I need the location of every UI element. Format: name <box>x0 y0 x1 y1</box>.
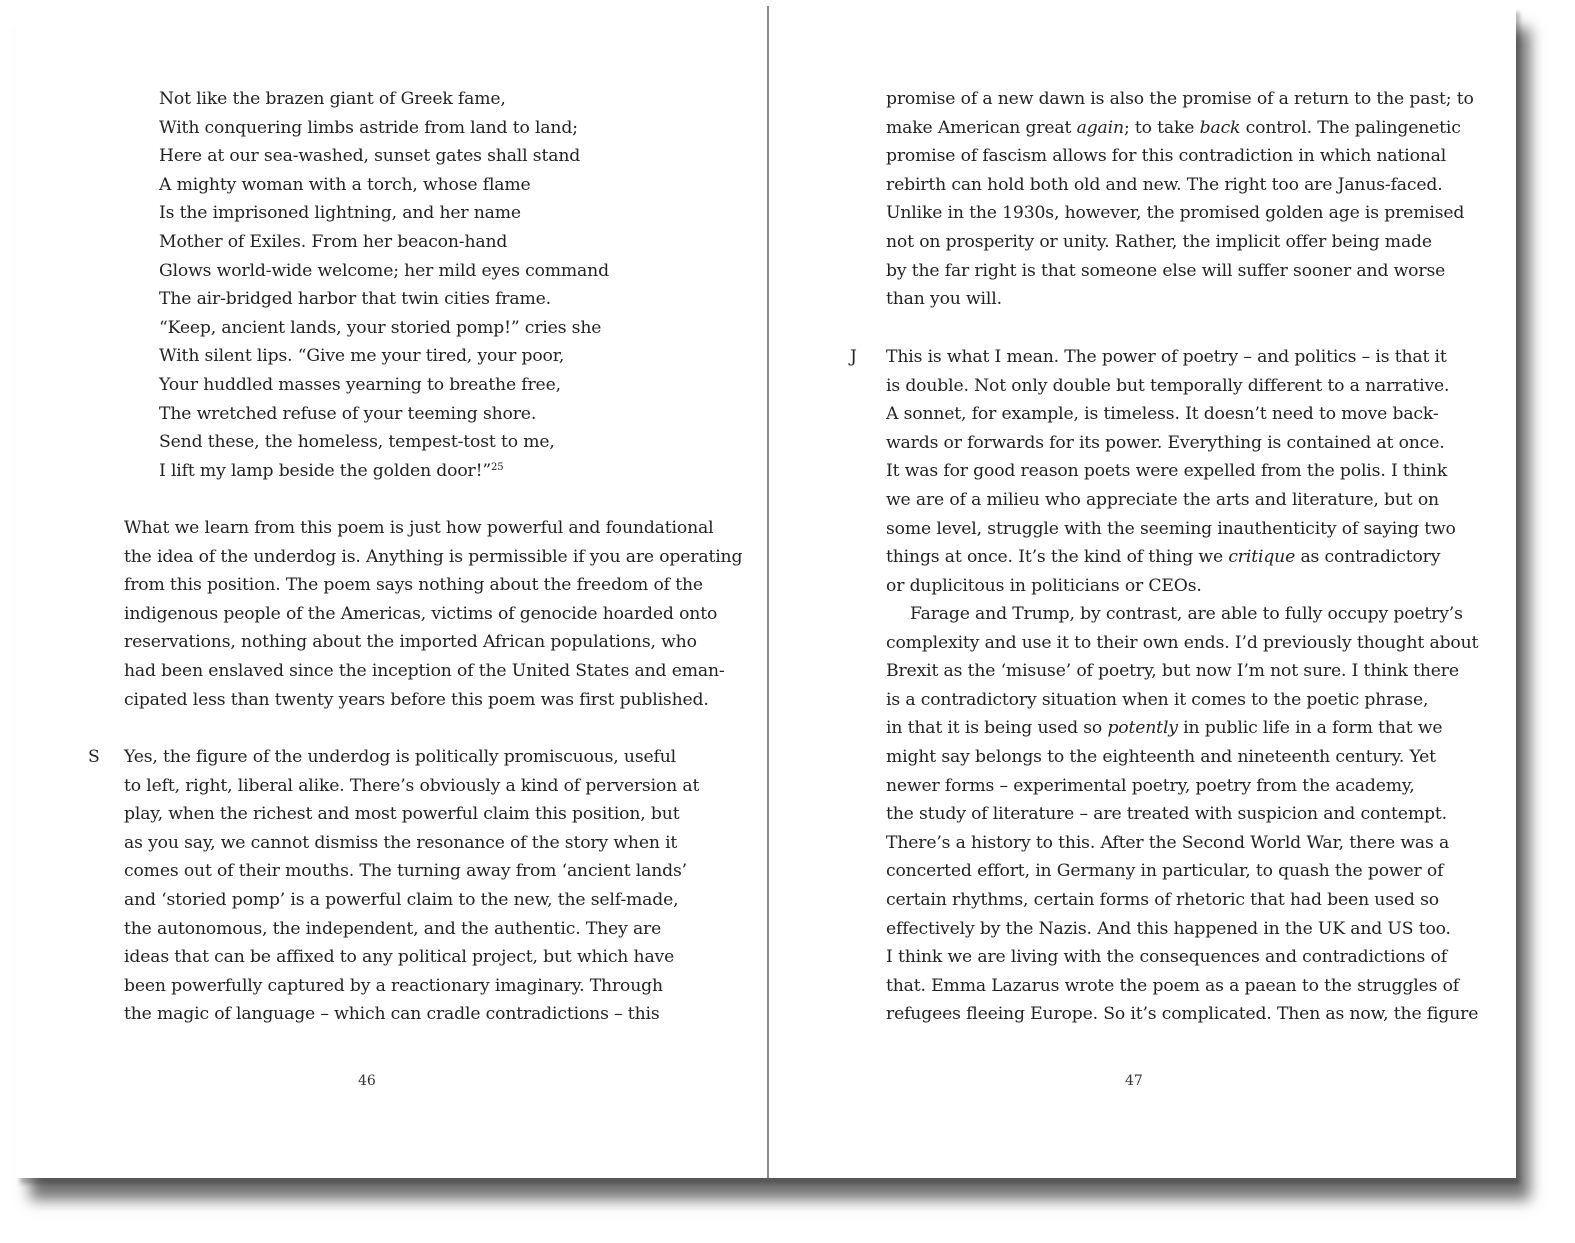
text-line: promise of a new dawn is also the promise of a return to the past; to <box>886 89 1474 109</box>
speaker-initial-s: S <box>88 747 100 767</box>
text-line: effectively by the Nazis. And this happened in the UK and US too. <box>886 918 1451 939</box>
poem-line: Not like the brazen giant of Greek fame, <box>159 89 506 109</box>
text-line: the magic of language – which can cradle contradictions – this <box>124 1004 660 1025</box>
poem-line: Is the imprisoned lightning, and her name <box>159 203 521 224</box>
text-line: rebirth can hold both old and new. The right too are Janus-faced. <box>886 174 1443 195</box>
text-line: some level, struggle with the seeming inauthenticity of saying two <box>886 518 1456 539</box>
page-number-right: 47 <box>1125 1073 1143 1089</box>
text-line: the idea of the underdog is. Anything is permissible if you are operating <box>124 546 743 567</box>
right-page <box>769 6 1516 1178</box>
text-line <box>886 543 1441 572</box>
text-line: reservations, nothing about the imported African populations, who <box>124 632 697 653</box>
text-line: complexity and use it to their own ends. I’d previously thought about <box>886 632 1479 653</box>
text-line: play, when the richest and most powerful claim this position, but <box>124 804 680 825</box>
text-line: might say belongs to the eighteenth and nineteenth century. Yet <box>886 746 1436 767</box>
text-line: or duplicitous in politicians or CEOs. <box>886 575 1202 596</box>
text-line: certain rhythms, certain forms of rhetoric that had been used so <box>886 889 1439 910</box>
poem-line: With silent lips. “Give me your tired, your poor, <box>159 346 565 367</box>
poem-line: With conquering limbs astride from land to land; <box>159 117 578 138</box>
text-line: been powerfully captured by a reactionary imaginary. Through <box>124 975 663 996</box>
text-line: as you say, we cannot dismiss the resonance of the story when it <box>124 832 678 853</box>
poem-line: “Keep, ancient lands, your storied pomp!” cries she <box>159 317 602 338</box>
text-segment: make American great <box>886 117 1077 138</box>
text-line: promise of fascism allows for this contradiction in which national <box>886 146 1447 167</box>
text-line: Brexit as the ‘misuse’ of poetry, but now I’m not sure. I think there <box>886 661 1459 682</box>
poem-line: Your huddled masses yearning to breathe free, <box>159 374 561 395</box>
paragraph-j-response <box>886 343 1456 600</box>
paragraph-s-response <box>124 743 700 1029</box>
text-segment: in public life in a form that we <box>1177 718 1443 739</box>
emphasis-critique: critique <box>1228 547 1296 568</box>
text-line: not on prosperity or unity. Rather, the implicit offer being made <box>886 231 1432 252</box>
text-line: wards or forwards for its power. Everything is contained at once. <box>886 432 1445 453</box>
text-line: had been enslaved since the inception of the United States and eman- <box>124 660 725 681</box>
text-line: the autonomous, the independent, and the authentic. They are <box>124 918 662 939</box>
text-line: indigenous people of the Americas, victims of genocide hoarded onto <box>124 603 718 624</box>
text-line: comes out of their mouths. The turning away from ‘ancient lands’ <box>124 861 687 882</box>
poem-line: Mother of Exiles. From her beacon-hand <box>159 231 508 252</box>
text-line: is a contradictory situation when it comes to the poetic phrase, <box>886 689 1429 710</box>
text-segment: things at once. It’s the kind of thing we <box>886 547 1229 568</box>
text-line: Unlike in the 1930s, however, the promised golden age is premised <box>886 203 1465 224</box>
text-line: I think we are living with the consequences and contradictions of <box>886 947 1447 968</box>
poem-line: A mighty woman with a torch, whose flame <box>159 174 531 195</box>
poem-line: Glows world-wide welcome; her mild eyes command <box>159 260 609 281</box>
text-line: is double. Not only double but temporally different to a narrative. <box>886 375 1450 396</box>
text-line: Farage and Trump, by contrast, are able to fully occupy poetry’s <box>910 604 1463 624</box>
text-line: A sonnet, for example, is timeless. It doesn’t need to move back- <box>886 404 1439 425</box>
text-line: ideas that can be affixed to any political project, but which have <box>124 947 675 968</box>
speaker-initial-j: J <box>850 347 857 367</box>
poem-line-text: I lift my lamp beside the golden door!” <box>159 460 492 481</box>
text-line: we are of a milieu who appreciate the arts and literature, but on <box>886 489 1439 510</box>
paragraph-continuation <box>886 85 1474 314</box>
emphasis-potently: potently <box>1107 718 1178 739</box>
poem-line: Send these, the homeless, tempest-tost to me, <box>159 432 555 453</box>
text-line: This is what I mean. The power of poetry – and politics – is that it <box>886 347 1447 367</box>
text-line: that. Emma Lazarus wrote the poem as a paean to the struggles of <box>886 975 1460 996</box>
text-line: There’s a history to this. After the Second World War, there was a <box>886 832 1450 853</box>
emphasis-again: again <box>1076 117 1124 138</box>
text-line: than you will. <box>886 289 1002 310</box>
text-segment: ; to take <box>1123 117 1200 138</box>
poem-line <box>159 457 639 486</box>
text-line: from this position. The poem says nothing about the freedom of the <box>124 575 703 596</box>
text-line: What we learn from this poem is just how powerful and foundational <box>124 518 714 538</box>
emphasis-back: back <box>1199 117 1241 138</box>
left-page <box>16 6 767 1178</box>
poem-line: The air-bridged harbor that twin cities frame. <box>159 289 551 310</box>
text-segment: in that it is being used so <box>886 718 1108 739</box>
text-line: It was for good reason poets were expelled from the polis. I think <box>886 461 1448 482</box>
text-line: by the far right is that someone else will suffer sooner and worse <box>886 260 1446 281</box>
footnote-reference[interactable]: 25 <box>491 461 504 473</box>
paragraph-underdog <box>124 514 743 714</box>
text-line: Yes, the figure of the underdog is politically promiscuous, useful <box>124 747 676 767</box>
text-segment: as contradictory <box>1295 547 1441 568</box>
poem-stanza <box>159 85 639 485</box>
text-line: concerted effort, in Germany in particular, to quash the power of <box>886 861 1444 882</box>
text-segment: control. The palingenetic <box>1240 117 1461 138</box>
book-spread <box>16 6 1516 1178</box>
text-line: to left, right, liberal alike. There’s obviously a kind of perversion at <box>124 775 700 796</box>
paragraph-farage-trump <box>886 600 1479 1029</box>
text-line <box>886 714 1443 743</box>
text-line: newer forms – experimental poetry, poetry from the academy, <box>886 775 1415 796</box>
poem-line: The wretched refuse of your teeming shore. <box>159 403 537 424</box>
text-line: refugees fleeing Europe. So it’s complicated. Then as now, the figure <box>886 1004 1479 1025</box>
text-line: and ‘storied pomp’ is a powerful claim to the new, the self-made, <box>124 889 679 910</box>
text-line: cipated less than twenty years before this poem was first published. <box>124 689 709 710</box>
text-line: the study of literature – are treated with suspicion and contempt. <box>886 804 1447 825</box>
page-number-left: 46 <box>358 1073 376 1089</box>
poem-line: Here at our sea-washed, sunset gates shall stand <box>159 146 581 167</box>
text-line <box>886 114 1461 143</box>
